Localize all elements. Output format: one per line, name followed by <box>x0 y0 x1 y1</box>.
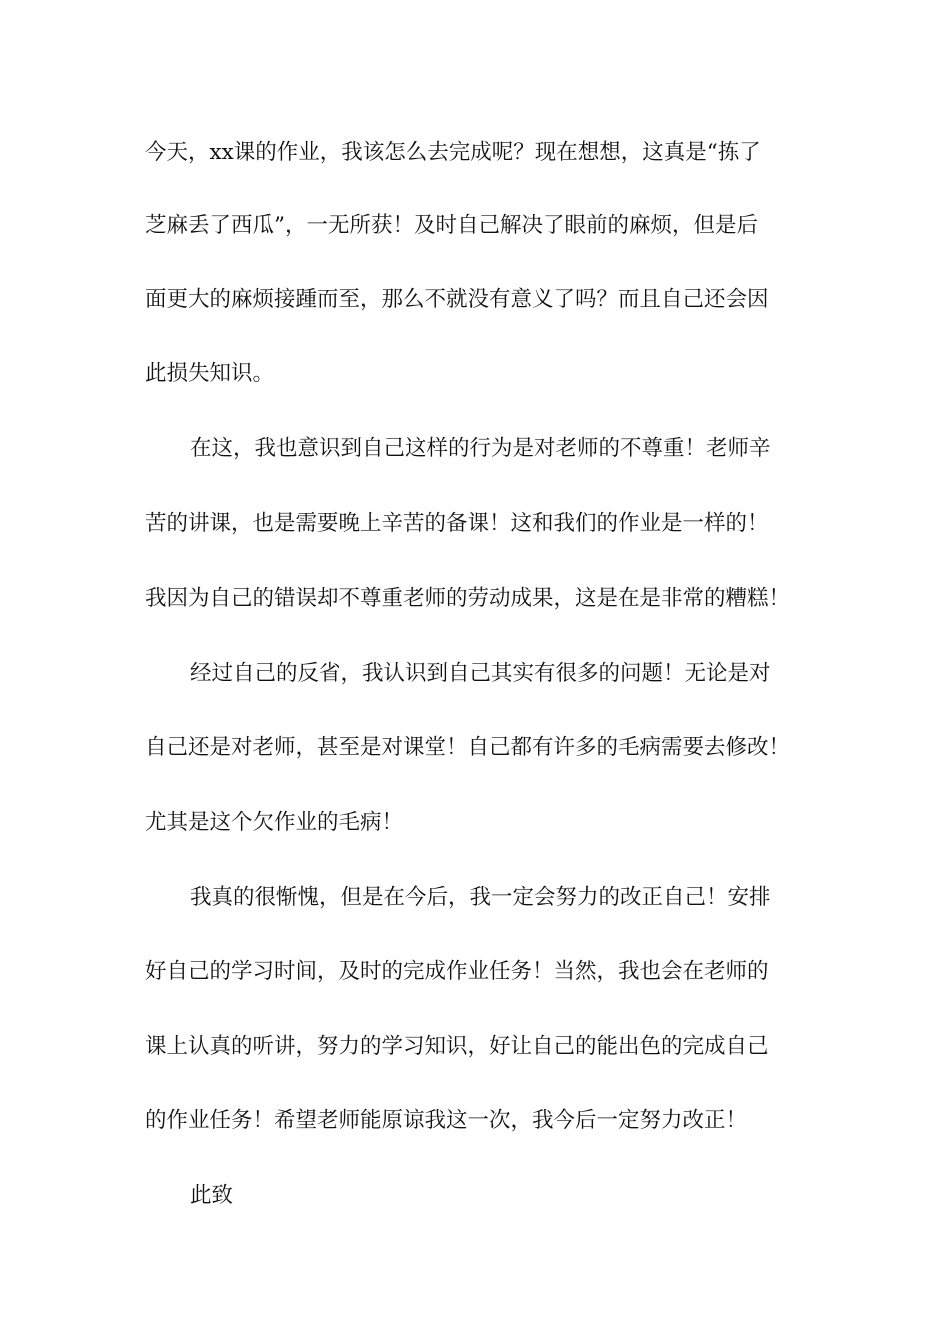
text-line-2: 芝麻丢了西瓜”，一无所获！及时自己解决了眼前的麻烦，但是后 <box>145 213 758 238</box>
text-line-15: 此致 <box>190 1183 234 1208</box>
text-line-1: 今天，xx课的作业，我该怎么去完成呢？现在想想，这真是“拣了 <box>145 140 761 165</box>
text-line-8: 经过自己的反省，我认识到自己其实有很多的问题！无论是对 <box>190 661 771 686</box>
text-line-13: 课上认真的听讲，努力的学习知识，好让自己的能出色的完成自己 <box>145 1034 769 1059</box>
text-line-11: 我真的很惭愧，但是在今后，我一定会努力的改正自己！安排 <box>190 885 771 910</box>
text-line-3: 面更大的麻烦接踵而至，那么不就没有意义了吗？而且自己还会因 <box>145 287 769 312</box>
text-line-7: 我因为自己的错误却不尊重老师的劳动成果，这是在是非常的糟糕！ <box>145 586 791 611</box>
text-line-6: 苦的讲课，也是需要晚上辛苦的备课！这和我们的作业是一样的！ <box>145 511 769 536</box>
text-line-14: 的作业任务！希望老师能原谅我这一次，我今后一定努力改正！ <box>145 1108 748 1133</box>
text-line-4: 此损失知识。 <box>145 361 275 386</box>
text-line-9: 自己还是对老师，甚至是对课堂！自己都有许多的毛病需要去修改！ <box>145 735 791 760</box>
text-line-12: 好自己的学习时间，及时的完成作业任务！当然，我也会在老师的 <box>145 959 769 984</box>
text-line-5: 在这，我也意识到自己这样的行为是对老师的不尊重！老师辛 <box>190 436 771 461</box>
text-line-10: 尤其是这个欠作业的毛病！ <box>145 810 404 835</box>
